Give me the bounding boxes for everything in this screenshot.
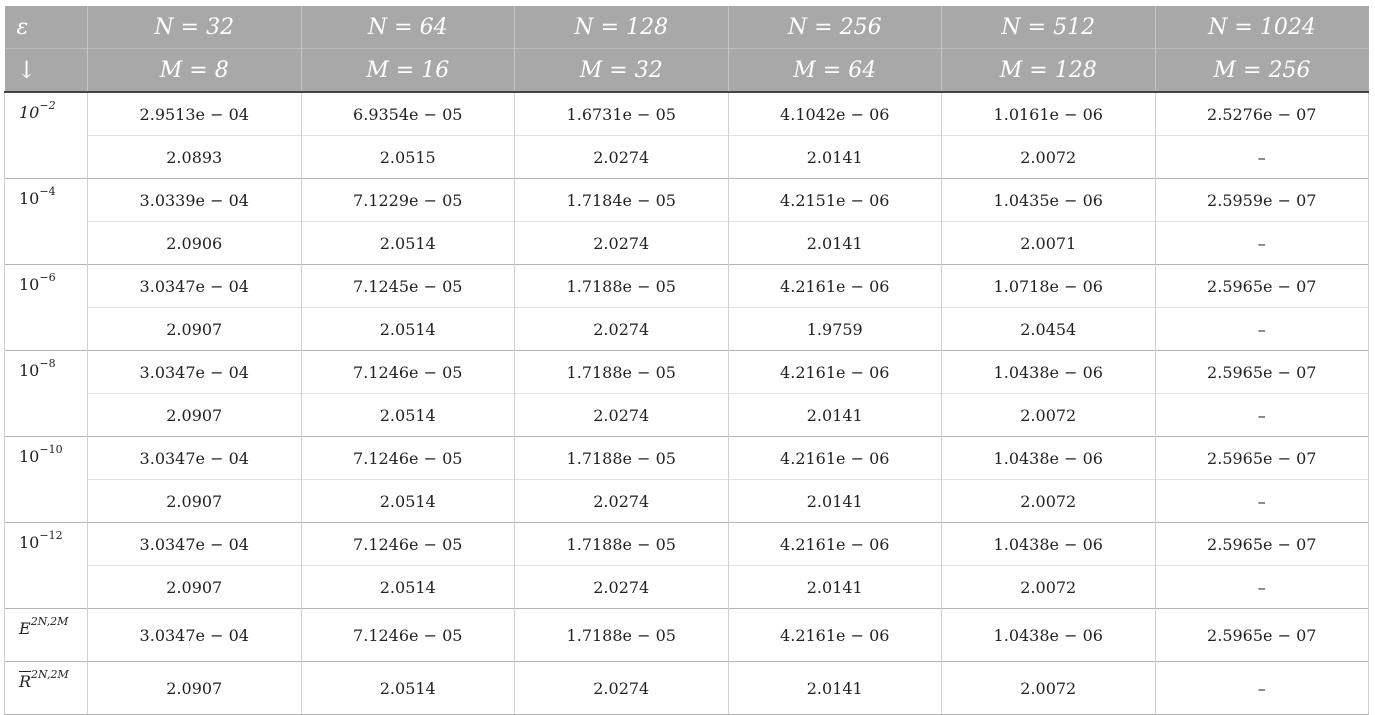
rate-cell: 1.9759 — [728, 308, 942, 351]
rate-cell: – — [1155, 480, 1369, 523]
header-n-64: N = 64 — [301, 6, 515, 49]
error-cell: 1.6731e − 05 — [515, 92, 729, 136]
error-cell: 7.1246e − 05 — [301, 437, 515, 480]
rate-cell: 2.0274 — [515, 308, 729, 351]
error-cell: 4.2161e − 06 — [728, 265, 942, 308]
summary-error-cell: 1.0438e − 06 — [942, 609, 1156, 662]
table-row — [5, 265, 1369, 308]
header-m-32: M = 32 — [515, 49, 729, 93]
summary-error-cell: 2.5965e − 07 — [1155, 609, 1369, 662]
error-cell: 4.2161e − 06 — [728, 523, 942, 566]
error-cell: 2.5965e − 07 — [1155, 523, 1369, 566]
error-cell: 4.2151e − 06 — [728, 179, 942, 222]
rate-cell: 2.0907 — [88, 308, 302, 351]
rate-cell: 2.0907 — [88, 394, 302, 437]
epsilon-cell — [5, 265, 88, 351]
rate-cell: 2.0141 — [728, 480, 942, 523]
header-row-m — [5, 49, 1369, 93]
epsilon-base: 10 — [19, 533, 40, 552]
summary-rate-symbol: $\overline{R}$ — [19, 672, 32, 691]
summary-error-cell: 1.7188e − 05 — [515, 609, 729, 662]
rate-cell: 2.0072 — [942, 136, 1156, 179]
epsilon-base: 10 — [19, 189, 40, 208]
error-cell: 2.9513e − 04 — [88, 92, 302, 136]
table-body — [5, 92, 1369, 715]
summary-rate-cell: 2.0141 — [728, 662, 942, 715]
rate-cell: 2.0071 — [942, 222, 1156, 265]
summary-rate-cell: 2.0907 — [88, 662, 302, 715]
rate-cell: 2.0515 — [301, 136, 515, 179]
error-cell: 1.7184e − 05 — [515, 179, 729, 222]
table-row — [5, 394, 1369, 437]
summary-error-label — [5, 609, 88, 662]
error-cell: 7.1246e − 05 — [301, 351, 515, 394]
summary-rate-label — [5, 662, 88, 715]
epsilon-exponent: −10 — [39, 442, 63, 456]
error-cell: 1.7188e − 05 — [515, 351, 729, 394]
summary-error-symbol: E — [19, 619, 31, 638]
error-cell: 4.2161e − 06 — [728, 437, 942, 480]
table-row — [5, 566, 1369, 609]
error-cell: 2.5276e − 07 — [1155, 92, 1369, 136]
summary-rate-superscript: 2N,2M — [31, 667, 69, 681]
table-row — [5, 480, 1369, 523]
table-row — [5, 92, 1369, 136]
epsilon-exponent: −6 — [39, 270, 56, 284]
error-cell: 3.0347e − 04 — [88, 523, 302, 566]
table-row — [5, 523, 1369, 566]
rate-cell: – — [1155, 394, 1369, 437]
rate-cell: 2.0072 — [942, 394, 1156, 437]
header-m-64: M = 64 — [728, 49, 942, 93]
error-cell: 1.7188e − 05 — [515, 265, 729, 308]
error-cell: 2.5965e − 07 — [1155, 437, 1369, 480]
epsilon-base: 10 — [19, 447, 40, 466]
rate-cell: 2.0141 — [728, 136, 942, 179]
rate-cell: 2.0893 — [88, 136, 302, 179]
rate-cell: 2.0274 — [515, 394, 729, 437]
epsilon-cell — [5, 179, 88, 265]
error-cell: 1.0438e − 06 — [942, 523, 1156, 566]
table-row — [5, 222, 1369, 265]
error-cell: 4.1042e − 06 — [728, 92, 942, 136]
error-cell: 2.5965e − 07 — [1155, 351, 1369, 394]
table-row — [5, 351, 1369, 394]
rate-cell: 2.0072 — [942, 566, 1156, 609]
rate-cell: – — [1155, 308, 1369, 351]
error-cell: 7.1229e − 05 — [301, 179, 515, 222]
error-cell: 1.0435e − 06 — [942, 179, 1156, 222]
header-n-128: N = 128 — [515, 6, 729, 49]
epsilon-base: 10 — [19, 275, 40, 294]
rate-cell: 2.0454 — [942, 308, 1156, 351]
rate-cell: 2.0141 — [728, 222, 942, 265]
rate-cell: 2.0514 — [301, 222, 515, 265]
epsilon-cell — [5, 523, 88, 609]
error-cell: 1.0438e − 06 — [942, 351, 1156, 394]
error-cell: 2.5959e − 07 — [1155, 179, 1369, 222]
summary-error-cell: 7.1246e − 05 — [301, 609, 515, 662]
epsilon-base: 10 — [19, 103, 40, 122]
header-m-128: M = 128 — [942, 49, 1156, 93]
error-cell: 1.7188e − 05 — [515, 523, 729, 566]
table-row — [5, 308, 1369, 351]
epsilon-exponent: −4 — [39, 184, 56, 198]
epsilon-exponent: −8 — [39, 356, 56, 370]
header-row-n — [5, 6, 1369, 49]
error-cell: 3.0347e − 04 — [88, 437, 302, 480]
rate-cell: 2.0514 — [301, 480, 515, 523]
rate-cell: 2.0274 — [515, 480, 729, 523]
summary-rate-cell: 2.0274 — [515, 662, 729, 715]
summary-error-superscript: 2N,2M — [30, 614, 69, 628]
error-cell: 3.0339e − 04 — [88, 179, 302, 222]
error-cell: 1.0161e − 06 — [942, 92, 1156, 136]
table-row — [5, 437, 1369, 480]
epsilon-cell — [5, 92, 88, 179]
header-m-8: M = 8 — [88, 49, 302, 93]
epsilon-exponent: −2 — [39, 98, 56, 112]
error-cell: 7.1245e − 05 — [301, 265, 515, 308]
header-n-32: N = 32 — [88, 6, 302, 49]
epsilon-base: 10 — [19, 361, 40, 380]
header-m-256: M = 256 — [1155, 49, 1369, 93]
header-m-16: M = 16 — [301, 49, 515, 93]
error-cell: 3.0347e − 04 — [88, 265, 302, 308]
rate-cell: 2.0907 — [88, 480, 302, 523]
error-cell: 3.0347e − 04 — [88, 351, 302, 394]
summary-rate-cell: 2.0072 — [942, 662, 1156, 715]
error-cell: 1.7188e − 05 — [515, 437, 729, 480]
header-eps: ε — [5, 6, 88, 49]
summary-error-cell: 4.2161e − 06 — [728, 609, 942, 662]
summary-rate-cell: – — [1155, 662, 1369, 715]
rate-cell: 2.0907 — [88, 566, 302, 609]
rate-cell: – — [1155, 222, 1369, 265]
error-cell: 6.9354e − 05 — [301, 92, 515, 136]
header-n-256: N = 256 — [728, 6, 942, 49]
rate-cell: 2.0141 — [728, 394, 942, 437]
summary-rate-cell: 2.0514 — [301, 662, 515, 715]
rate-cell: 2.0141 — [728, 566, 942, 609]
rate-cell: 2.0072 — [942, 480, 1156, 523]
table-row — [5, 136, 1369, 179]
rate-cell: 2.0274 — [515, 136, 729, 179]
rate-cell: 2.0514 — [301, 394, 515, 437]
error-cell: 7.1246e − 05 — [301, 523, 515, 566]
epsilon-cell — [5, 437, 88, 523]
convergence-table — [4, 6, 1369, 715]
rate-cell: 2.0514 — [301, 308, 515, 351]
header-arrow: ↓ — [5, 49, 88, 93]
error-cell: 1.0438e − 06 — [942, 437, 1156, 480]
header-n-512: N = 512 — [942, 6, 1156, 49]
rate-cell: 2.0514 — [301, 566, 515, 609]
summary-error-cell: 3.0347e − 04 — [88, 609, 302, 662]
header-n-1024: N = 1024 — [1155, 6, 1369, 49]
rate-cell: – — [1155, 136, 1369, 179]
rate-cell: – — [1155, 566, 1369, 609]
error-cell: 4.2161e − 06 — [728, 351, 942, 394]
rate-cell: 2.0274 — [515, 566, 729, 609]
error-cell: 1.0718e − 06 — [942, 265, 1156, 308]
epsilon-cell — [5, 351, 88, 437]
summary-error-row — [5, 609, 1369, 662]
table-header — [5, 6, 1369, 92]
rate-cell: 2.0906 — [88, 222, 302, 265]
error-cell: 2.5965e − 07 — [1155, 265, 1369, 308]
summary-rate-row — [5, 662, 1369, 715]
table-row — [5, 179, 1369, 222]
epsilon-exponent: −12 — [39, 528, 63, 542]
rate-cell: 2.0274 — [515, 222, 729, 265]
